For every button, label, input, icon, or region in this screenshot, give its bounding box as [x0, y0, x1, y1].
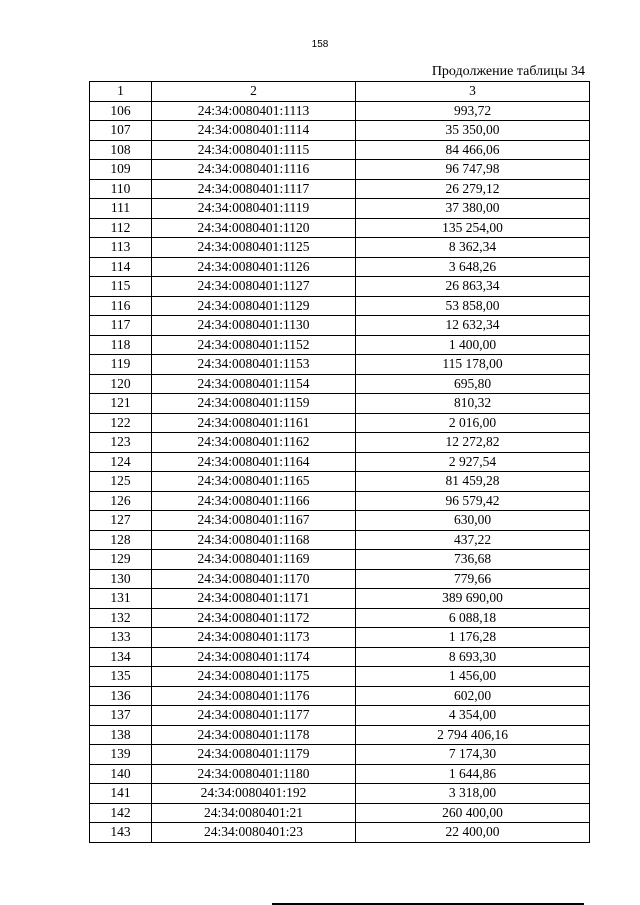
- table-row: [90, 394, 590, 414]
- row-number-cell: 142: [90, 803, 152, 823]
- cadastral-number-cell: 24:34:0080401:1166: [152, 491, 356, 511]
- value-cell: 1 400,00: [356, 335, 590, 355]
- value-cell: 437,22: [356, 530, 590, 550]
- table-row: [90, 569, 590, 589]
- row-number-cell: 108: [90, 140, 152, 160]
- table-row: [90, 160, 590, 180]
- cadastral-number-cell: 24:34:0080401:1165: [152, 472, 356, 492]
- row-number-cell: 115: [90, 277, 152, 297]
- table-row: [90, 316, 590, 336]
- row-number-cell: 139: [90, 745, 152, 765]
- cadastral-number-cell: 24:34:0080401:1153: [152, 355, 356, 375]
- row-number-cell: 138: [90, 725, 152, 745]
- value-cell: 2 016,00: [356, 413, 590, 433]
- row-number-cell: 129: [90, 550, 152, 570]
- table-caption: Продолжение таблицы 34: [431, 64, 585, 79]
- cadastral-number-cell: 24:34:0080401:1113: [152, 101, 356, 121]
- cadastral-number-cell: 24:34:0080401:1174: [152, 647, 356, 667]
- cadastral-number-cell: 24:34:0080401:1130: [152, 316, 356, 336]
- row-number-cell: 109: [90, 160, 152, 180]
- cadastral-number-cell: 24:34:0080401:1125: [152, 238, 356, 258]
- column-header: 2: [152, 82, 356, 102]
- cadastral-number-cell: 24:34:0080401:1164: [152, 452, 356, 472]
- row-number-cell: 135: [90, 667, 152, 687]
- value-cell: 736,68: [356, 550, 590, 570]
- value-cell: 260 400,00: [356, 803, 590, 823]
- row-number-cell: 128: [90, 530, 152, 550]
- cadastral-number-cell: 24:34:0080401:23: [152, 823, 356, 843]
- row-number-cell: 133: [90, 628, 152, 648]
- cadastral-number-cell: 24:34:0080401:1171: [152, 589, 356, 609]
- cadastral-number-cell: 24:34:0080401:1114: [152, 121, 356, 141]
- table-row: [90, 784, 590, 804]
- value-cell: 3 648,26: [356, 257, 590, 277]
- cadastral-number-cell: 24:34:0080401:1116: [152, 160, 356, 180]
- cadastral-number-cell: 24:34:0080401:1180: [152, 764, 356, 784]
- value-cell: 602,00: [356, 686, 590, 706]
- value-cell: 630,00: [356, 511, 590, 531]
- table-row: [90, 179, 590, 199]
- table-row: [90, 101, 590, 121]
- cadastral-number-cell: 24:34:0080401:1175: [152, 667, 356, 687]
- table-row: [90, 511, 590, 531]
- row-number-cell: 116: [90, 296, 152, 316]
- cadastral-number-cell: 24:34:0080401:1129: [152, 296, 356, 316]
- value-cell: 22 400,00: [356, 823, 590, 843]
- cadastral-number-cell: 24:34:0080401:1154: [152, 374, 356, 394]
- row-number-cell: 130: [90, 569, 152, 589]
- value-cell: 389 690,00: [356, 589, 590, 609]
- value-cell: 84 466,06: [356, 140, 590, 160]
- value-cell: 12 632,34: [356, 316, 590, 336]
- table-row: [90, 725, 590, 745]
- row-number-cell: 113: [90, 238, 152, 258]
- value-cell: 993,72: [356, 101, 590, 121]
- table-body: [90, 82, 590, 843]
- table-row: [90, 277, 590, 297]
- value-cell: 35 350,00: [356, 121, 590, 141]
- cadastral-number-cell: 24:34:0080401:1161: [152, 413, 356, 433]
- row-number-cell: 134: [90, 647, 152, 667]
- row-number-cell: 132: [90, 608, 152, 628]
- table-row: [90, 355, 590, 375]
- row-number-cell: 106: [90, 101, 152, 121]
- column-header: 3: [356, 82, 590, 102]
- value-cell: 779,66: [356, 569, 590, 589]
- table-row: [90, 296, 590, 316]
- table-row: [90, 764, 590, 784]
- row-number-cell: 119: [90, 355, 152, 375]
- cadastral-number-cell: 24:34:0080401:1152: [152, 335, 356, 355]
- value-cell: 6 088,18: [356, 608, 590, 628]
- value-cell: 81 459,28: [356, 472, 590, 492]
- row-number-cell: 143: [90, 823, 152, 843]
- value-cell: 4 354,00: [356, 706, 590, 726]
- value-cell: 12 272,82: [356, 433, 590, 453]
- row-number-cell: 121: [90, 394, 152, 414]
- row-number-cell: 141: [90, 784, 152, 804]
- value-cell: 7 174,30: [356, 745, 590, 765]
- row-number-cell: 123: [90, 433, 152, 453]
- table-row: [90, 686, 590, 706]
- table-row: [90, 608, 590, 628]
- table-row: [90, 452, 590, 472]
- value-cell: 96 579,42: [356, 491, 590, 511]
- value-cell: 2 794 406,16: [356, 725, 590, 745]
- cadastral-number-cell: 24:34:0080401:1167: [152, 511, 356, 531]
- cadastral-number-cell: 24:34:0080401:1127: [152, 277, 356, 297]
- value-cell: 26 863,34: [356, 277, 590, 297]
- table-row: [90, 199, 590, 219]
- row-number-cell: 124: [90, 452, 152, 472]
- cadastral-number-cell: 24:34:0080401:1159: [152, 394, 356, 414]
- row-number-cell: 125: [90, 472, 152, 492]
- table-row: [90, 472, 590, 492]
- cadastral-number-cell: 24:34:0080401:1119: [152, 199, 356, 219]
- cadastral-number-cell: 24:34:0080401:1178: [152, 725, 356, 745]
- value-cell: 8 362,34: [356, 238, 590, 258]
- value-cell: 695,80: [356, 374, 590, 394]
- table-row: [90, 803, 590, 823]
- table-row: [90, 823, 590, 843]
- table-row: [90, 491, 590, 511]
- table-row: [90, 218, 590, 238]
- row-number-cell: 137: [90, 706, 152, 726]
- cadastral-number-cell: 24:34:0080401:1126: [152, 257, 356, 277]
- value-cell: 2 927,54: [356, 452, 590, 472]
- data-table: [89, 81, 590, 843]
- cadastral-number-cell: 24:34:0080401:1120: [152, 218, 356, 238]
- row-number-cell: 111: [90, 199, 152, 219]
- row-number-cell: 131: [90, 589, 152, 609]
- value-cell: 3 318,00: [356, 784, 590, 804]
- row-number-cell: 140: [90, 764, 152, 784]
- table-header-row: [90, 82, 590, 102]
- cadastral-number-cell: 24:34:0080401:1176: [152, 686, 356, 706]
- row-number-cell: 136: [90, 686, 152, 706]
- cadastral-number-cell: 24:34:0080401:1173: [152, 628, 356, 648]
- cadastral-number-cell: 24:34:0080401:192: [152, 784, 356, 804]
- row-number-cell: 107: [90, 121, 152, 141]
- table-row: [90, 140, 590, 160]
- value-cell: 1 456,00: [356, 667, 590, 687]
- table-row: [90, 589, 590, 609]
- table-row: [90, 238, 590, 258]
- cadastral-number-cell: 24:34:0080401:1168: [152, 530, 356, 550]
- row-number-cell: 118: [90, 335, 152, 355]
- row-number-cell: 120: [90, 374, 152, 394]
- cadastral-number-cell: 24:34:0080401:1117: [152, 179, 356, 199]
- row-number-cell: 114: [90, 257, 152, 277]
- cadastral-number-cell: 24:34:0080401:1177: [152, 706, 356, 726]
- cadastral-number-cell: 24:34:0080401:1115: [152, 140, 356, 160]
- table-row: [90, 374, 590, 394]
- row-number-cell: 127: [90, 511, 152, 531]
- table-row: [90, 530, 590, 550]
- table-row: [90, 647, 590, 667]
- table-row: [90, 550, 590, 570]
- value-cell: 810,32: [356, 394, 590, 414]
- value-cell: 37 380,00: [356, 199, 590, 219]
- row-number-cell: 112: [90, 218, 152, 238]
- cadastral-number-cell: 24:34:0080401:1170: [152, 569, 356, 589]
- table-row: [90, 706, 590, 726]
- cadastral-number-cell: 24:34:0080401:1162: [152, 433, 356, 453]
- row-number-cell: 117: [90, 316, 152, 336]
- value-cell: 1 644,86: [356, 764, 590, 784]
- value-cell: 26 279,12: [356, 179, 590, 199]
- value-cell: 115 178,00: [356, 355, 590, 375]
- row-number-cell: 110: [90, 179, 152, 199]
- value-cell: 53 858,00: [356, 296, 590, 316]
- value-cell: 8 693,30: [356, 647, 590, 667]
- row-number-cell: 122: [90, 413, 152, 433]
- value-cell: 1 176,28: [356, 628, 590, 648]
- table-row: [90, 413, 590, 433]
- row-number-cell: 126: [90, 491, 152, 511]
- page-number: 158: [311, 39, 329, 50]
- value-cell: 96 747,98: [356, 160, 590, 180]
- table-row: [90, 257, 590, 277]
- cadastral-number-cell: 24:34:0080401:21: [152, 803, 356, 823]
- table-row: [90, 335, 590, 355]
- value-cell: 135 254,00: [356, 218, 590, 238]
- table-row: [90, 667, 590, 687]
- table-row: [90, 121, 590, 141]
- table-row: [90, 433, 590, 453]
- column-header: 1: [90, 82, 152, 102]
- table-row: [90, 745, 590, 765]
- cadastral-number-cell: 24:34:0080401:1169: [152, 550, 356, 570]
- table-row: [90, 628, 590, 648]
- cadastral-number-cell: 24:34:0080401:1179: [152, 745, 356, 765]
- cadastral-number-cell: 24:34:0080401:1172: [152, 608, 356, 628]
